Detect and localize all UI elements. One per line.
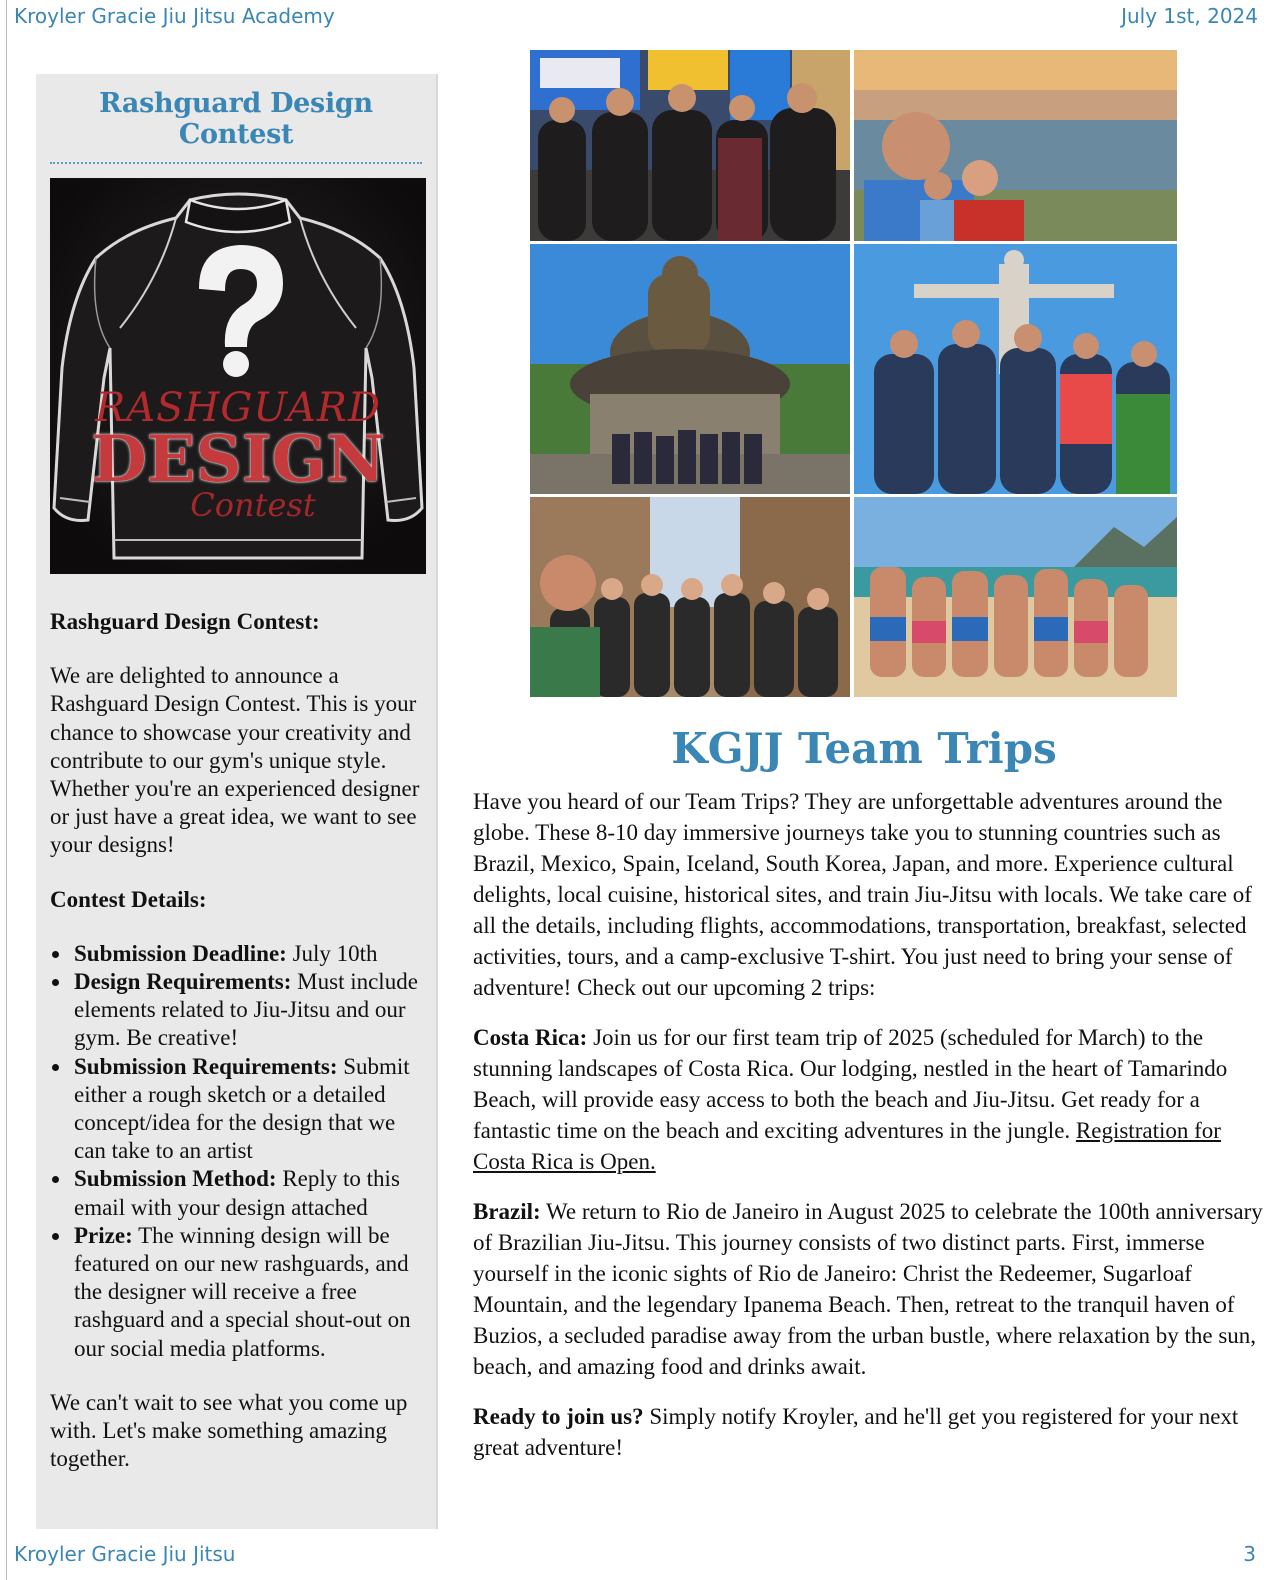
detail-label: Prize:	[74, 1222, 133, 1248]
trip-brazil	[473, 1196, 1263, 1382]
contest-heading: Rashguard Design Contest:	[50, 609, 320, 634]
trip-costa-rica	[473, 1022, 1263, 1177]
detail-label: Submission Deadline:	[74, 940, 287, 966]
contest-closing: We can't wait to see what you come up with. Let's make something amazing together.	[50, 1389, 408, 1472]
photo-city-street-group	[530, 497, 850, 697]
detail-text: Must include elements related to Jiu-Jitsu and our gym. Be creative!	[74, 969, 418, 1051]
list-item	[72, 968, 422, 1053]
detail-text: Reply to this email with your design attached	[74, 1166, 400, 1220]
sidebar-contest	[36, 74, 438, 1529]
poster-lettering	[50, 385, 426, 524]
photo-japan-city-group	[530, 50, 850, 241]
page-left-border	[6, 0, 7, 1580]
ready-text: Simply notify Kroyler, and he'll get you registered for your next great adventure!	[473, 1404, 1239, 1460]
trips-intro: Have you heard of our Team Trips? They are unforgettable adventures around the globe. These 8-10 day immersive journeys take you to stunning countries such as Brazil, Mexico, Spain, Iceland, South Korea, Japan, and more. Experience cultural delights, local cuisine, historical sites, and train Jiu-Jitsu with locals. We take care of all the details, including flights, accommodations, transportation, breakfast, selected activities, tours, and a camp-exclusive T-shirt. You just need to bring your sense of adventure! Check out our upcoming 2 trips:	[473, 789, 1252, 1000]
sidebar-title: Rashguard Design Contest	[99, 88, 373, 150]
poster-line-rashguard: RASHGUARD	[95, 385, 381, 431]
ready-label: Ready to join us?	[473, 1404, 644, 1429]
trip-costa-rica-label: Costa Rica:	[473, 1025, 588, 1050]
detail-text: July 10th	[286, 940, 378, 966]
header-date: July 1st, 2024	[1121, 4, 1258, 28]
trips-call-to-action	[473, 1401, 1263, 1463]
photo-ipanema-beach-group	[854, 497, 1177, 697]
list-item	[72, 1053, 422, 1166]
trip-brazil-text: We return to Rio de Janeiro in August 2025 to celebrate the 100th anniversary of Brazilian Jiu-Jitsu. This journey consists of two distinct parts. First, immerse yourself in the iconic sights of Rio de Janeiro: Christ the Redeemer, Sugarloaf Mountain, and the legendary Ipanema Beach. Then, retreat to the tranquil haven of Buzios, a secluded paradise away from the urban bustle, where relaxation by the sun, beach, and amazing food and drinks await.	[473, 1199, 1263, 1379]
detail-label: Submission Method:	[74, 1166, 277, 1192]
footer-org: Kroyler Gracie Jiu Jitsu	[14, 1542, 236, 1566]
photo-buddha-statue-group	[530, 244, 850, 494]
contest-details-list	[50, 940, 422, 1363]
sidebar-divider	[50, 162, 422, 164]
contest-details-heading: Contest Details:	[50, 886, 207, 912]
photo-christ-redeemer-group	[854, 244, 1177, 494]
photo-beach-sunset-selfie	[854, 50, 1177, 241]
list-item	[72, 940, 422, 968]
detail-text: Submit either a rough sketch or a detailed concept/idea for the design that we can take to an artist	[74, 1053, 410, 1164]
list-item	[72, 1165, 422, 1221]
detail-label: Design Requirements:	[74, 969, 292, 995]
footer-page-number: 3	[1243, 1542, 1256, 1566]
poster-line-contest: Contest	[190, 486, 316, 524]
team-trips-photo-collage	[530, 50, 1177, 697]
costa-rica-registration-link[interactable]: Registration for Costa Rica is Open.	[473, 1118, 1221, 1174]
trips-article	[473, 786, 1263, 1482]
rashguard-poster-image	[50, 178, 426, 574]
trip-brazil-label: Brazil:	[473, 1199, 541, 1224]
poster-line-design: DESIGN	[91, 422, 385, 497]
list-item	[72, 1222, 422, 1363]
detail-label: Submission Requirements:	[74, 1053, 338, 1079]
contest-intro: We are delighted to announce a Rashguard Design Contest. This is your chance to showcase your creativity and contribute to our gym's unique style. Whether you're an experienced designer or just have a great idea, we want to see your designs!	[50, 663, 420, 858]
trips-title: KGJJ Team Trips	[671, 724, 1057, 773]
trip-costa-rica-text: Join us for our first team trip of 2025 (scheduled for March) to the stunning landscapes of Costa Rica. Our lodging, nestled in the heart of Tamarindo Beach, will provide easy access to both the beach and Jiu-Jitsu. Get ready for a fantastic time on the beach and exciting adventures in the jungle.	[473, 1025, 1228, 1143]
sidebar-body	[50, 608, 422, 1473]
header-org: Kroyler Gracie Jiu Jitsu Academy	[14, 4, 335, 28]
detail-text: The winning design will be featured on our new rashguards, and the designer will receive a free rashguard and a special shout-out on our social media platforms.	[74, 1222, 411, 1361]
